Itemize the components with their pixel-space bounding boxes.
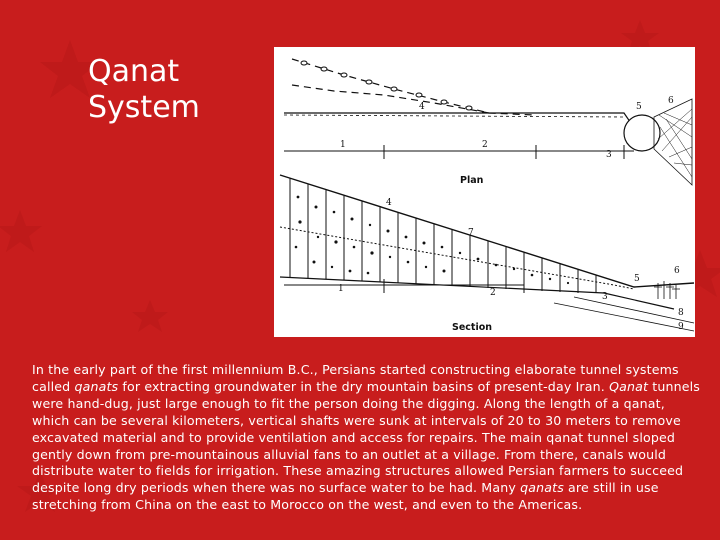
section-label-7: 7 bbox=[468, 228, 474, 238]
qanat-diagram bbox=[274, 47, 695, 337]
plan-label-3: 3 bbox=[606, 150, 612, 160]
slide-title bbox=[88, 54, 268, 126]
qanat-diagram-drawing bbox=[274, 47, 695, 337]
plan-label-1: 1 bbox=[340, 140, 346, 150]
section-label-2: 2 bbox=[490, 288, 496, 298]
body-emphasis-qanats-2: qanats bbox=[520, 480, 564, 496]
section-label-6: 6 bbox=[674, 266, 680, 276]
body-emphasis-qanats: qanats bbox=[74, 378, 119, 394]
body-text-part-1: In the early part of the first millennium B.C., Persians started constructing elaborate tunnel systems called bbox=[32, 362, 679, 394]
title-line-2: System bbox=[88, 90, 200, 125]
plan-label-5: 5 bbox=[636, 102, 642, 112]
plan-caption: Plan bbox=[460, 175, 484, 186]
section-label-4: 4 bbox=[386, 198, 392, 208]
section-caption: Section bbox=[452, 322, 493, 333]
body-text-part-2: for extracting groundwater in the dry mountain basins of present-day Iran. bbox=[118, 378, 610, 394]
plan-label-2: 2 bbox=[482, 140, 488, 150]
section-label-5: 5 bbox=[634, 274, 640, 284]
plan-view bbox=[284, 59, 692, 185]
title-line-1: Qanat bbox=[88, 54, 180, 89]
section-label-8: 8 bbox=[678, 308, 684, 318]
section-view bbox=[280, 175, 694, 331]
section-label-3: 3 bbox=[602, 292, 608, 302]
body-emphasis-qanat: Qanat bbox=[609, 378, 649, 394]
section-label-1: 1 bbox=[338, 284, 344, 294]
section-label-9: 9 bbox=[678, 322, 684, 332]
plan-label-6: 6 bbox=[668, 96, 674, 106]
body-paragraph bbox=[32, 362, 700, 514]
body-text-part-4: are still in use stretching from China on the east to Morocco on the west, and even to the Americas. bbox=[32, 480, 659, 513]
body-text-part-3: tunnels were hand-dug, just large enough to fit the person doing the digging. Along the length of a qanat, which can be several kilometers, vertical shafts were sunk at intervals of 20 to 30 meters to remove excavated material and to provide ventilation and access for repairs. The main qanat tunnel sloped gently down from pre-mountainous alluvial fans to an outlet at a village. From there, canals would distribute water to fields for irrigation. These amazing structures allowed Persian farmers to succeed despite long dry periods when there was no surface water to be had. Many bbox=[32, 378, 701, 496]
plan-label-4: 4 bbox=[419, 102, 425, 112]
